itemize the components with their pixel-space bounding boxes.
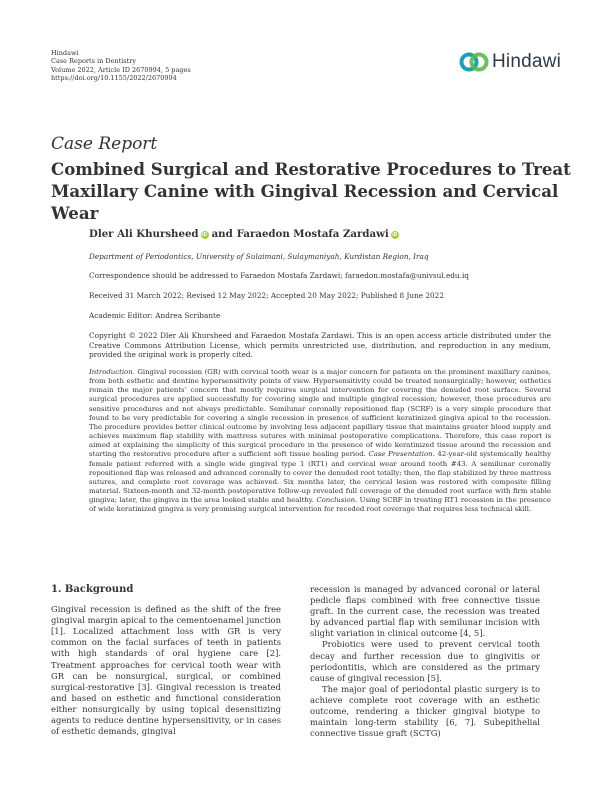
doi-link[interactable]: https://doi.org/10.1155/2022/2670994 [51,74,177,83]
copyright-notice: Copyright © 2022 Dler Ali Khursheed and Faraedon Mostafa Zardawi. This is an open access article distributed under the Creative Commons Attribution License, which permits unrestricted use, distribution, and reproduction in any medium, provided the original work is properly cited. [89,331,551,360]
hindawi-logo [459,51,561,73]
abstract-conclusion-label: Conclusion. [316,496,358,505]
author-1[interactable]: Dler Ali Khursheed [89,228,199,240]
volume-info: Volume 2022, Article ID 2670994, 5 pages [51,65,191,74]
academic-editor: Academic Editor: Andrea Scribante [89,311,221,320]
paragraph: Gingival recession is defined as the shift of the free gingival margin apical to the cementoenamel junction [1]. Localized attachment loss with GR is very common on the facial surfaces of teeth in patients with high standards of oral hygiene care [2]. Treatment approaches for cervical tooth wear with GR can be nonsurgical, surgical, or combined surgical-restorative [3]. Gingival recession is treated and based on esthetic and functional consideration either nonsurgically by using topical desensitizing agents to reduce dentine hypersensitivity, or in cases of esthetic demands, gingival [51,604,281,737]
orcid-icon[interactable]: iD [202,231,208,238]
journal-header [51,49,191,83]
paragraph: Probiotics were used to prevent cervical tooth decay and further recession due to gingivitis or periodontitis, which are considered as the primary cause of gingival recession [5]. [310,639,540,683]
abstract-conclusion-text: Using SCRF in treating RT1 recession in the presence of wide keratinized gingiva is very promising surgical intervention for receded root coverage that requires less technical skill. [89,496,551,514]
correspondence: Correspondence should be addressed to Faraedon Mostafa Zardawi; faraedon.mostafa@univsul.edu.iq [89,271,469,280]
author-list [89,230,551,240]
abstract [89,368,551,515]
author-joiner: and [211,228,233,240]
paragraph: The major goal of periodontal plastic surgery is to achieve complete root coverage with an esthetic outcome, rendering a thicker gingival biotype to maintain long-term stability [6, 7]. Subepithelial connective tissue graft (SCTG) [310,683,540,739]
abstract-case-text: 42-year-old systemically healthy female patient referred with a single wide gingival type 1 (RT1) and cervical wear around tooth #43. A semilunar coronally repositioned flap was released and advanced coronally to cover the denuded root totally; then, the flap stabilized by three mattress sutures, and complete root coverage was achieved. Six months later, the cervical lesion was restored with composite filling material. Sixteen-month and 32-month postoperative follow-up revealed full coverage of the denuded root surface with firm stable gingiva; later, the gingiva in the area looked stable and healthy. [89,450,551,505]
abstract-intro-text: Gingival recession (GR) with cervical tooth wear is a major concern for patients on the prominent maxillary canines, from both esthetic and dentine hypersensitivity points of view. Hypersensitivity could be treated nonsurgically; however, esthetics remain the major patients’ concern that mostly requires surgical intervention for covering the denuded root surface. Several surgical procedures are applied successfully for covering single and multiple gingival recession; however, these procedures are sensitive procedures and not always predictable. Semilunar coronally repositioned flap (SCRF) is a very simple procedure that found to be very predictable for covering a single recession in presence of sufficient keratinized gingiva apical to the recession. The procedure provides better clinical outcome by involving less adjacent papillary tissue that maintains greater blood supply and achieves maximum flap stability with mattress sutures with minimal postoperative complications. Therefore, this case report is aimed at explaining the simplicity of this surgical procedure in the presence of wide keratinized tissue around the recession and starting the restorative procedure after a sufficient soft tissue healing period. [89,368,551,459]
logo-text: Hindawi [492,51,561,72]
journal-name: Case Reports in Dentistry [51,57,137,66]
paragraph: recession is managed by advanced coronal or lateral pedicle flaps combined with free connective tissue graft. In the current case, the recession was treated by advanced partial flap with semilunar incision with slight variation in clinical outcome [4, 5]. [310,584,540,639]
abstract-case-label: Case Presentation. [368,450,435,459]
body-column-right [310,584,540,739]
article-type: Case Report [51,134,158,154]
section-heading: 1. Background [51,584,134,595]
hindawi-logo-icon [459,51,489,73]
orcid-icon[interactable]: iD [392,231,398,238]
publication-dates: Received 31 March 2022; Revised 12 May 2022; Accepted 20 May 2022; Published 8 June 2022 [89,291,444,300]
publisher-name: Hindawi [51,49,79,57]
abstract-intro-label: Introduction. [89,368,135,376]
affiliation: Department of Periodontics, University of Sulaimani, Sulaymaniyah, Kurdistan Region, Iraq [89,252,429,261]
author-2[interactable]: Faraedon Mostafa Zardawi [236,228,389,240]
body-column-left [51,584,281,737]
article-title: Combined Surgical and Restorative Procedures to Treat Maxillary Canine with Gingival Recession and Cervical Wear [51,159,571,223]
